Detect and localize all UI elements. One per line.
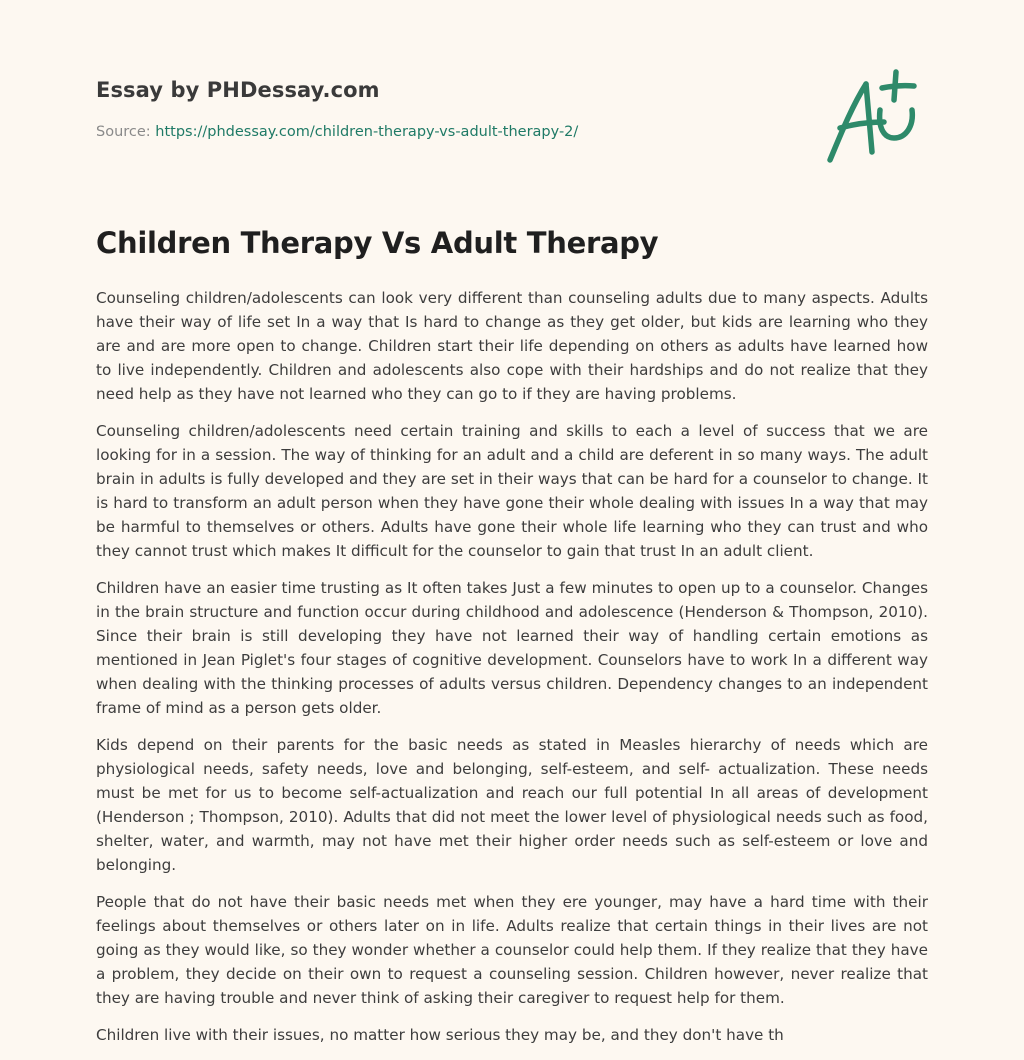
a-plus-logo-icon — [822, 66, 928, 166]
essay-body — [96, 286, 928, 1060]
source-link[interactable]: https://phdessay.com/children-therapy-vs-adult-therapy-2/ — [155, 124, 579, 140]
essay-title: Children Therapy Vs Adult Therapy — [96, 226, 659, 260]
paragraph: Counseling children/adolescents need certain training and skills to each a level of success that we are looking for in a session. The way of thinking for an adult and a child are deferent in so many ways. The adult brain in adults is fully developed and they are set in their ways that can be hard for a counselor to change. It is hard to transform an adult person when they have gone their whole dealing with issues In a way that may be harmful to themselves or others. Adults have gone their whole life learning who they can trust and who they cannot trust which makes It difficult for the counselor to gain that trust In an adult client. — [96, 422, 928, 560]
paragraph: Children have an easier time trusting as It often takes Just a few minutes to open up to a counselor. Changes in the brain structure and function occur during childhood and adolescence (Henderson & Thompson, 2010). Since their brain is still developing they have not learned their way of handling certain emotions as mentioned in Jean Piglet's four stages of cognitive development. Counselors have to work In a different way when dealing with the thinking processes of adults versus children. Dependency changes to an independent frame of mind as a person gets older. — [96, 579, 928, 717]
paragraph: Kids depend on their parents for the basic needs as stated in Measles hierarchy of needs which are physiological needs, safety needs, love and belonging, self-esteem, and self- actualization. These needs must be met for us to become self-actualization and reach our full potential In all areas of development (Henderson ; Thompson, 2010). Adults that did not meet the lower level of physiological needs such as food, shelter, water, and warmth, may not have met their higher order needs such as self-esteem or love and belonging. — [96, 736, 928, 874]
paragraph: People that do not have their basic needs met when they ere younger, may have a hard time with their feelings about themselves or others later on in life. Adults realize that certain things in their lives are not going as they would like, so they wonder whether a counselor could help them. If they realize that they have a problem, they decide on their own to request a counseling session. Children however, never realize that they are having trouble and never think of asking their caregiver to request help for them. — [96, 893, 928, 1007]
paragraph: Counseling children/adolescents can look very different than counseling adults due to many aspects. Adults have their way of life set In a way that Is hard to change as they get older, but kids are learning who they are and are more open to change. Children start their life depending on others as adults have learned how to live independently. Children and adolescents also cope with their hardships and do not realize that they need help as they have not learned who they can go to if they are having problems. — [96, 289, 928, 403]
essay-page — [96, 0, 928, 1044]
source-label: Source: — [96, 124, 156, 140]
site-brand: Essay by PHDessay.com — [96, 78, 380, 102]
page-header — [96, 0, 928, 200]
source-line — [96, 124, 578, 140]
paragraph-truncated: Children live with their issues, no matter how serious they may be, and they don't have th — [96, 1026, 784, 1044]
